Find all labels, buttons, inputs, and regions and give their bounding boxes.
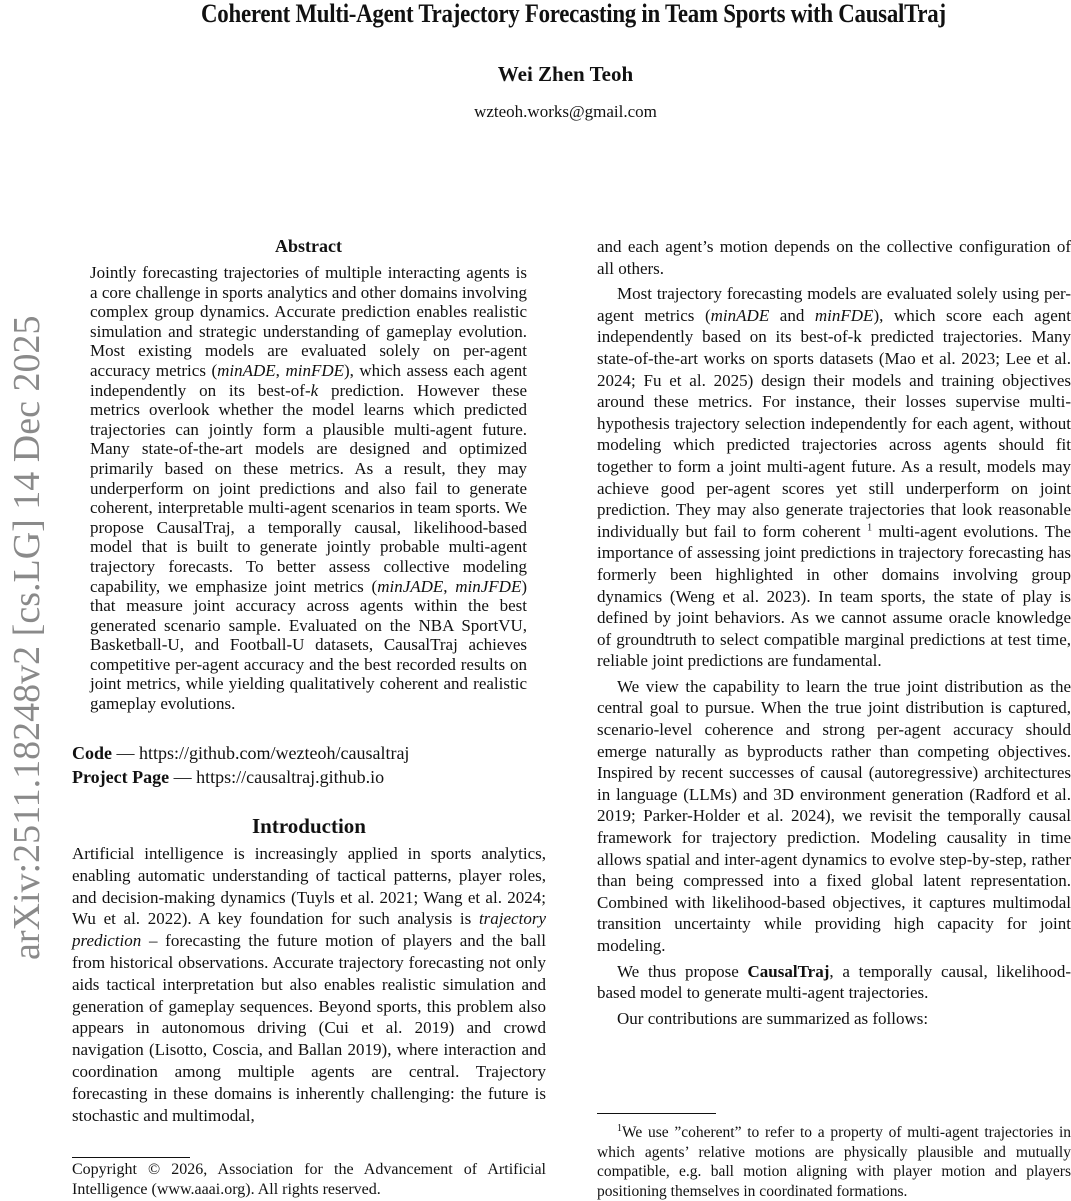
arxiv-stamp: arXiv:2511.18248v2 [cs.LG] 14 Dec 2025 xyxy=(6,315,48,960)
code-url-link[interactable]: https://github.com/wezteoh/causaltraj xyxy=(139,743,410,763)
introduction-heading: Introduction xyxy=(252,814,366,838)
right-column xyxy=(597,236,1071,1033)
copyright-divider xyxy=(72,1157,190,1158)
paper-title: Coherent Multi-Agent Trajectory Forecasting in Team Sports with CausalTraj xyxy=(201,0,946,28)
copyright-notice: Copyright © 2026, Association for the Advancement of Artificial Intelligence (www.aaai.org). All rights reserved. xyxy=(72,1161,546,1198)
paragraph: We thus propose CausalTraj, a temporally causal, likelihood-based model to generate multi-agent trajectories. xyxy=(597,961,1071,1003)
paragraph: Most trajectory forecasting models are evaluated solely using per-agent metrics (minADE and minFDE), which score each agent independently based on its best-of-k predicted trajectories. Many state-of-the-art works on sports datasets (Mao et al. 2023; Lee et al. 2024; Fu et al. 2025) design their models and training objectives around these metrics. For instance, their losses supervise multi-hypothesis trajectory selection independently for each agent, without modeling which predicted trajectories across agents should fit together to form a joint multi-agent future. As a result, models may achieve good per-agent scores yet still underperform on joint prediction. They may also generate trajectories that look reasonable individually but fail to form coherent $^1$ multi-agent evolutions. The importance of assessing joint predictions in trajectory forecasting has formerly been highlighted in other domains involving group dynamics (Weng et al. 2023). In team sports, the state of play is defined by joint behaviors. As we cannot assume oracle knowledge of groundtruth to select compatible marginal predictions at test time, reliable joint predictions are fundamental. xyxy=(597,284,1071,671)
footnote-divider xyxy=(597,1113,716,1114)
abstract-heading: Abstract xyxy=(275,236,342,256)
project-url-link[interactable]: https://causaltraj.github.io xyxy=(196,767,385,787)
author-email: wzteoh.works@gmail.com xyxy=(474,102,657,121)
footnote-marker: 1 xyxy=(617,1122,622,1134)
code-link-row: Code — https://github.com/wezteoh/causaltraj xyxy=(72,743,410,763)
paragraph: Our contributions are summarized as follows: xyxy=(617,1008,929,1028)
footnote-ref[interactable]: 1 xyxy=(867,522,873,534)
code-label: Code xyxy=(72,743,112,763)
paragraph: and each agent’s motion depends on the collective configuration of all others. xyxy=(597,237,1071,278)
links-section xyxy=(72,741,546,789)
paragraph: We view the capability to learn the true joint distribution as the central goal to pursue. When the true joint distribution is captured, scenario-level coherence and strong per-agent accuracy should emerge naturally as byproducts rather than competing objectives. Inspired by recent successes of causal (autoregressive) architectures in language (LLMs) and 3D environment generation (Radford et al. 2019; Parker-Holder et al. 2024), we revisit the temporally causal framework for trajectory prediction. Modeling causality in time allows spatial and inter-agent dynamics to evolve step-by-step, rather than being compressed into a fixed global latent representation. Combined with likelihood-based objectives, it captures multimodal transition uncertainty while providing high capacity for joint modeling. xyxy=(597,676,1071,955)
abstract-text: Jointly forecasting trajectories of multiple interacting agents is a core challenge in sports analytics and other domains involving complex group dynamics. Accurate prediction enables realistic simulation and strategic understanding of gameplay evolution. Most existing models are evaluated solely on per-agent accuracy metrics (minADE, minFDE), which assess each agent independently on its best-of-k prediction. However these metrics overlook whether the model learns which predicted trajectories can jointly form a plausible multi-agent future. Many state-of-the-art models are designed and optimized primarily based on these metrics. As a result, they may underperform on joint predictions and also fail to generate coherent, interpretable multi-agent scenarios in team sports. We propose CausalTraj, a temporally causal, likelihood-based model that is built to generate jointly probable multi-agent trajectory forecasts. To better assess collective modeling capability, we emphasize joint metrics (minJADE, minJFDE) that measure joint accuracy across agents within the best generated scenario sample. Evaluated on the NBA SportVU, Basketball-U, and Football-U datasets, CausalTraj achieves competitive per-agent accuracy and the best recorded results on joint metrics, while yielding qualitatively coherent and realistic gameplay evolutions. xyxy=(90,263,528,714)
introduction-text: Artificial intelligence is increasingly applied in sports analytics, enabling automatic understanding of tactical patterns, player roles, and decision-making dynamics (Tuyls et al. 2021; Wang et al. 2024; Wu et al. 2022). A key foundation for such analysis is trajectory prediction – forecasting the future motion of players and the ball from historical observations. Accurate trajectory forecasting not only aids tactical interpretation but also enables realistic simulation and generation of gameplay sequences. Beyond sports, this problem also appears in autonomous driving (Cui et al. 2019) and crowd navigation (Lisotto, Coscia, and Ballan 2019), where interaction and coordination among multiple agents are central. Trajectory forecasting in these domains is inherently challenging: the future is stochastic and multimodal, xyxy=(72,844,546,1125)
author-name: Wei Zhen Teoh xyxy=(497,62,634,86)
abstract-section xyxy=(90,236,527,714)
project-label: Project Page xyxy=(72,767,170,787)
footnote: $^1$We use ”coherent” to refer to a property of multi-agent trajectories in which agents’ relative motions are physically plausible and mutually compatible, e.g. ball motion aligning with player motion and players positioning themselves in coordinated formations. xyxy=(597,1122,1071,1200)
project-link-row: Project Page — https://causaltraj.github.io xyxy=(72,767,385,787)
